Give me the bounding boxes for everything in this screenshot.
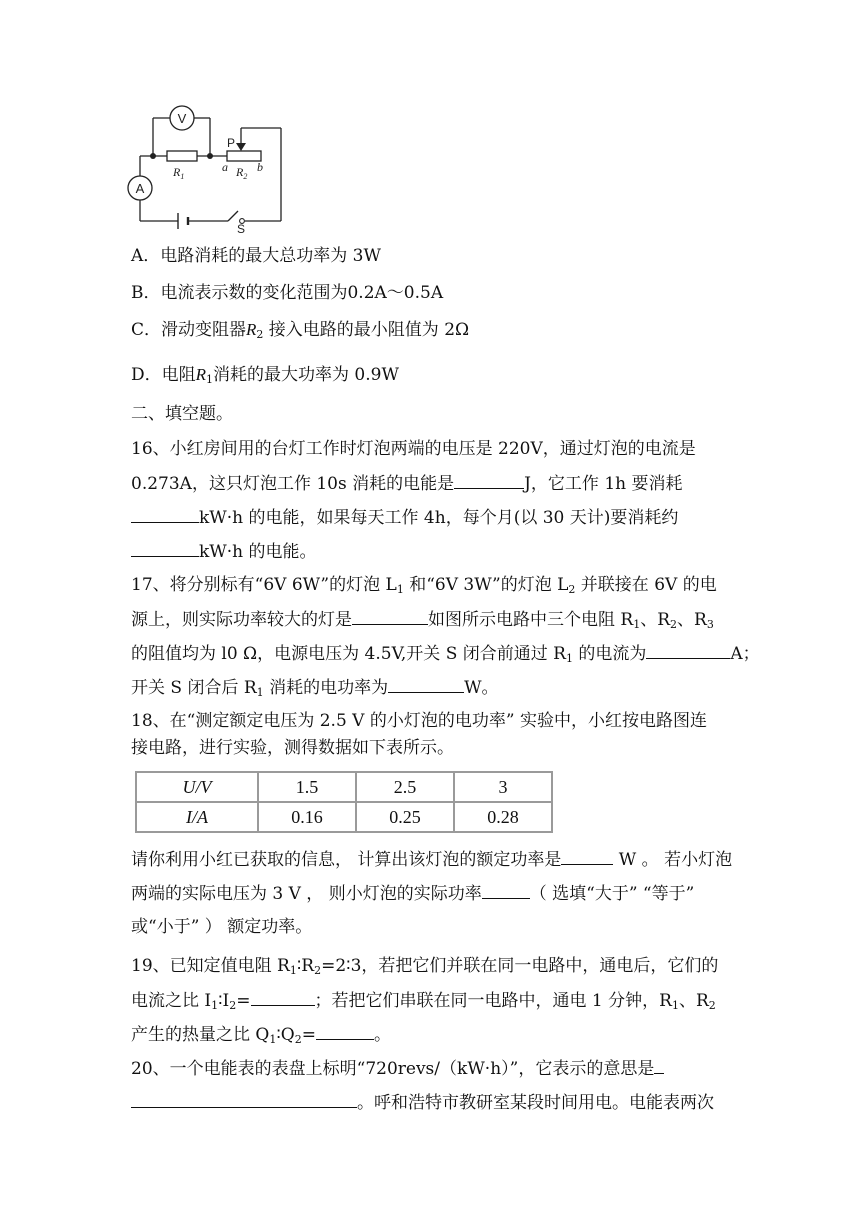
- table-cell: 1.5: [258, 772, 356, 802]
- resistor-r1: [167, 151, 197, 161]
- q17-text: 、R: [677, 610, 707, 630]
- q17-line-2: [131, 608, 714, 636]
- table-cell: 0.16: [258, 802, 356, 832]
- option-c-text-end: 接入电路的最小阻值为 2Ω: [263, 320, 470, 340]
- q19-text: ∶I: [218, 991, 230, 1011]
- table-header-voltage: U/V: [136, 772, 258, 802]
- option-c-text: C．滑动变阻器: [131, 320, 247, 340]
- resistor-r2-label: [235, 165, 247, 181]
- q17-sub: 1: [633, 618, 641, 631]
- answer-blank[interactable]: [131, 1091, 357, 1108]
- junction-dot: [207, 153, 213, 159]
- answer-blank[interactable]: [646, 642, 730, 659]
- section-title: 二、填空题。: [131, 404, 233, 424]
- q16-text: kW·h 的电能。: [199, 542, 317, 562]
- q19-sub: 1: [671, 999, 679, 1012]
- q16-text: J，它工作 1h 要消耗: [524, 474, 683, 494]
- switch-lever: [228, 211, 238, 221]
- q19-sub: 2: [314, 964, 322, 977]
- option-c: [131, 319, 469, 346]
- q18-line-2: 接电路，进行实验，测得数据如下表所示。: [131, 738, 454, 758]
- q17-sub: 2: [568, 583, 576, 596]
- q17-text: 17、将分别标有“6V 6W”的灯泡 L: [131, 575, 397, 595]
- table-header-current: I/A: [136, 802, 258, 832]
- q17-line-3: [131, 642, 760, 670]
- answer-blank[interactable]: [561, 848, 613, 865]
- table-row: [136, 802, 552, 832]
- q16-line-1: 16、小红房间用的台灯工作时灯泡两端的电压是 220V，通过灯泡的电流是: [131, 439, 696, 459]
- q19-text: 、R: [678, 991, 709, 1011]
- table-cell: 0.28: [454, 802, 552, 832]
- end-b-label: b: [257, 160, 263, 174]
- circuit-diagram: [124, 100, 294, 235]
- resistor-r2: [227, 151, 261, 161]
- r2-sub: 2: [243, 172, 248, 181]
- q17-line-4: [131, 676, 499, 704]
- option-b: B．电流表示数的变化范围为0.2A～0.5A: [131, 283, 444, 303]
- q20-text: 20、一个电能表的表盘上标明“720revs/（kW·h）”，它表示的意思是: [131, 1059, 655, 1079]
- q19-sub: 2: [708, 999, 716, 1012]
- q17-text: 消耗的电功率为: [263, 678, 389, 698]
- table-cell: 3: [454, 772, 552, 802]
- q17-text: W。: [464, 678, 499, 698]
- q19-line-3: [131, 1023, 391, 1051]
- q19-line-2: [131, 989, 716, 1017]
- q17-sub: 1: [396, 583, 404, 596]
- option-d-sub: 1: [206, 373, 214, 386]
- q17-sub: 1: [565, 652, 573, 665]
- option-c-var: R: [246, 320, 257, 339]
- q19-sub: 1: [289, 964, 297, 977]
- q18-text: （ 选填“大于” “等于”: [529, 884, 695, 904]
- slider-arrow: [236, 143, 246, 151]
- switch-label: S: [237, 222, 246, 235]
- table-row: [136, 772, 552, 802]
- q18-text: 两端的实际电压为 3 V ， 则小灯泡的实际功率: [131, 884, 482, 904]
- resistor-r1-label: [172, 165, 184, 181]
- q19-text: 。: [373, 1025, 391, 1045]
- q17-text: 、R: [640, 610, 671, 630]
- q19-text: ∶R: [296, 956, 315, 976]
- voltmeter-label: V: [177, 111, 187, 126]
- r1-sub: 1: [180, 172, 185, 181]
- q16-text: kW·h 的电能，如果每天工作 4h，每个月(以 30 天计)要消耗约: [199, 508, 679, 528]
- r1-letter: R: [173, 165, 181, 179]
- q18-line-4: [131, 882, 694, 905]
- q20-line-1: [131, 1057, 664, 1080]
- option-d-var: R: [195, 365, 207, 384]
- q20-line-2: [131, 1091, 714, 1114]
- q18-text: W 。 若小灯泡: [613, 850, 733, 870]
- answer-blank[interactable]: [654, 1057, 664, 1074]
- q17-text: 开关 S 闭合后 R: [131, 678, 257, 698]
- q19-text: 电流之比 I: [131, 991, 212, 1011]
- q17-text: A；: [730, 644, 760, 664]
- option-c-sub: 2: [256, 328, 264, 341]
- q18-text: 请你利用小红已获取的信息， 计算出该灯泡的额定功率是: [131, 850, 562, 870]
- q19-text: =2∶3，若把它们并联在同一电路中，通电后，它们的: [321, 956, 719, 976]
- data-table: [135, 771, 553, 833]
- q16-line-2: [131, 472, 683, 495]
- q19-line-1: [131, 955, 718, 982]
- answer-blank[interactable]: [454, 472, 524, 489]
- q19-sub: 1: [269, 1033, 277, 1046]
- q16-line-3: [131, 506, 678, 529]
- q19-text: =: [301, 1025, 316, 1045]
- q19-text: ；若把它们串联在同一电路中，通电 1 分钟，R: [314, 991, 672, 1011]
- q17-line-1: [131, 574, 717, 601]
- q19-text: ∶Q: [276, 1025, 295, 1045]
- option-d-text: D．电阻: [131, 365, 196, 385]
- q19-sub: 2: [294, 1033, 302, 1046]
- q17-sub: 1: [256, 686, 264, 699]
- q17-text: 源上，则实际功率较大的灯是: [131, 610, 352, 630]
- q19-text: 产生的热量之比 Q: [131, 1025, 270, 1045]
- q16-line-4: [131, 540, 317, 563]
- q17-text: 如图所示电路中三个电阻 R: [428, 610, 634, 630]
- end-a-label: a: [222, 160, 228, 174]
- q17-text: 和“6V 3W”的灯泡 L: [403, 575, 569, 595]
- answer-blank[interactable]: [388, 676, 464, 693]
- table-cell: 0.25: [356, 802, 454, 832]
- r2-letter: R: [236, 165, 244, 179]
- q19-text: =: [236, 991, 251, 1011]
- q19-text: 19、已知定值电阻 R: [131, 956, 290, 976]
- slider-label: P: [227, 136, 236, 150]
- answer-blank[interactable]: [131, 506, 199, 523]
- q16-text: 0.273A，这只灯泡工作 10s 消耗的电能是: [131, 474, 455, 494]
- answer-blank[interactable]: [251, 989, 315, 1006]
- ammeter-label: A: [135, 181, 145, 196]
- q17-text: 的阻值均为 l0 Ω，电源电压为 4.5V,开关 S 闭合前通过 R: [131, 644, 566, 664]
- q19-sub: 1: [211, 999, 219, 1012]
- junction-dot: [150, 153, 156, 159]
- q17-text: 并联接在 6V 的电: [575, 575, 717, 595]
- q19-sub: 2: [229, 999, 237, 1012]
- q17-text: 的电流为: [572, 644, 647, 664]
- answer-blank[interactable]: [316, 1023, 374, 1040]
- q18-line-5: 或“小于” ） 额定功率。: [131, 917, 313, 937]
- q17-sub: 2: [670, 618, 678, 631]
- q20-text: 。呼和浩特市教研室某段时间用电。电能表两次: [357, 1093, 714, 1113]
- table-cell: 2.5: [356, 772, 454, 802]
- answer-blank[interactable]: [352, 608, 428, 625]
- q18-line-3: [131, 848, 732, 871]
- option-d-text-end: 消耗的最大功率为 0.9W: [213, 365, 399, 385]
- option-a: A．电路消耗的最大总功率为 3W: [131, 246, 381, 266]
- q18-line-1: 18、在“测定额定电压为 2.5 V 的小灯泡的电功率” 实验中，小红按电路图连: [131, 711, 707, 731]
- answer-blank[interactable]: [482, 882, 530, 899]
- option-d: [131, 364, 399, 391]
- q17-sub: 3: [706, 618, 714, 631]
- answer-blank[interactable]: [131, 540, 199, 557]
